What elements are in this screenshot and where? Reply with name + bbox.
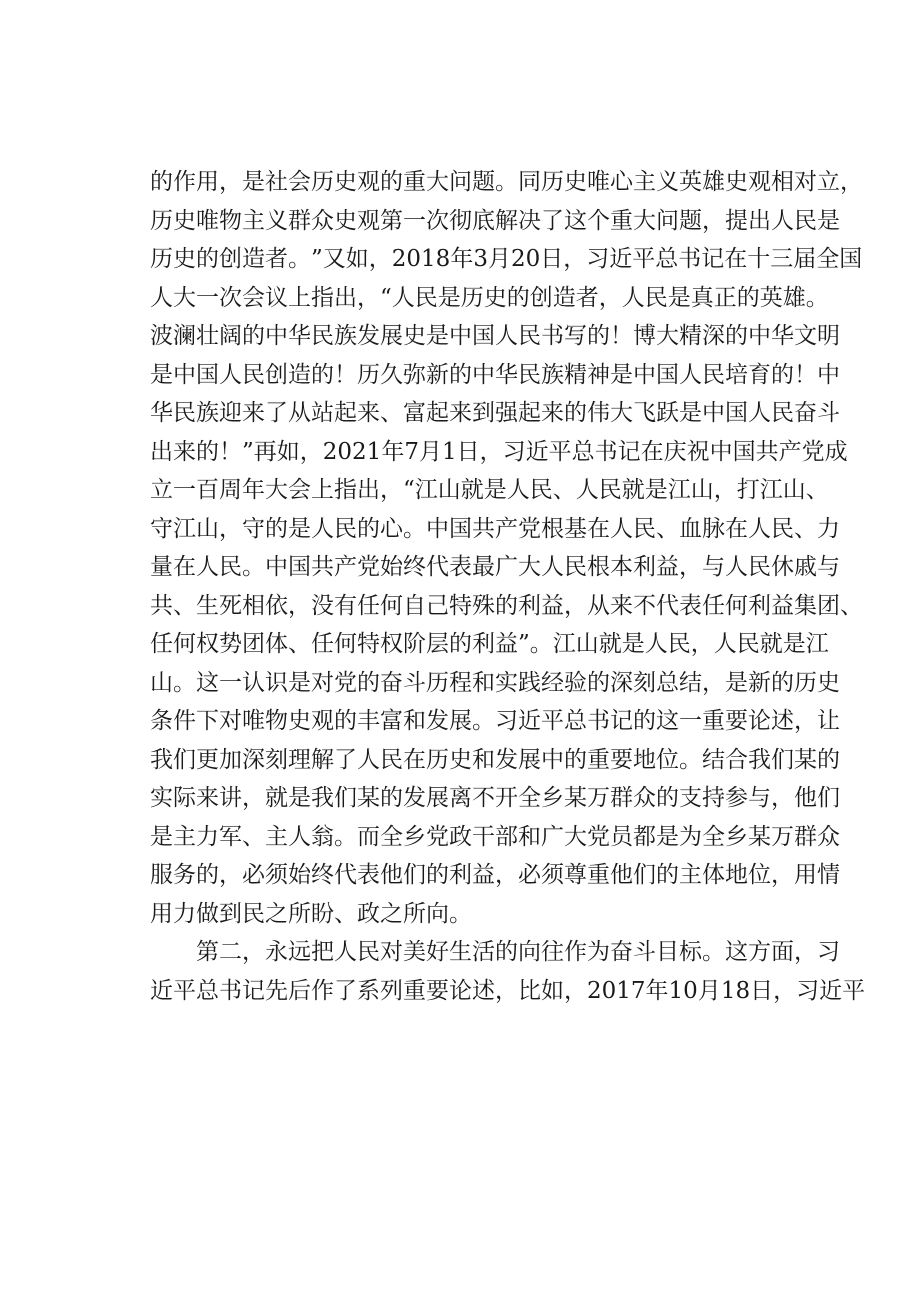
- text-line: 任 何 权 势 团 体 、 任 何 特 权 阶 层 的 利 益 ” 。 江 山 就 是 人 民 ， 人 民 就 是 江: [150, 631, 829, 657]
- text-line: 人 大 一 次 会 议 上 指 出 ， “ 人 民 是 历 史 的 创 造 者 ， 人 民 是 真 正 的 英 雄 。: [150, 284, 829, 311]
- text-line: 山 。 这 一 认 识 是 对 党 的 奋 斗 历 程 和 实 践 经 验 的 深 刻 总 结 ， 是 新 的 历 史: [150, 669, 840, 696]
- text-line: 共 、 生 死 相 依 ， 没 有 任 何 自 己 特 殊 的 利 益 ， 从 来 不 代 表 任 何 利 益 集 团 、: [150, 592, 863, 619]
- text-line: 条 件 下 对 唯 物 史 观 的 丰 富 和 发 展 。 习 近 平 总 书 记 的 这 一 重 要 论 述 ， 让: [150, 708, 840, 734]
- text-line: 用力做到民之所盼、政之所向。: [150, 900, 472, 927]
- text-line: 波 澜 壮 阔 的 中 华 民 族 发 展 史 是 中 国 人 民 书 写 的 ！ 博 大 精 深 的 中 华 文 明: [150, 323, 840, 349]
- text-line: 历 史 的 创 造 者 。 ” 又 如 ， 2018 年 3 月 20 日 ， 习 近 平 总 书 记 在 十 三 届 全 国: [150, 246, 863, 272]
- text-line: 第 二 ， 永 远 把 人 民 对 美 好 生 活 的 向 往 作 为 奋 斗 目 标 。 这 方 面 ， 习: [196, 939, 840, 965]
- text-line: 实 际 来 讲 ， 就 是 我 们 某 的 发 展 离 不 开 全 乡 某 万 群 众 的 支 持 参 与 ， 他 们: [150, 785, 840, 811]
- text-line: 服 务 的 ， 必 须 始 终 代 表 他 们 的 利 益 ， 必 须 尊 重 他 们 的 主 体 地 位 ， 用 情: [150, 862, 840, 888]
- text-line: 近 平 总 书 记 先 后 作 了 系 列 重 要 论 述 ， 比 如 ， 2017 年 10 月 18 日 ， 习 近 平: [150, 977, 866, 1004]
- text-line: 历 史 唯 物 主 义 群 众 史 观 第 一 次 彻 底 解 决 了 这 个 重 大 问 题 ， 提 出 人 民 是: [150, 207, 840, 234]
- text-line: 立 一 百 周 年 大 会 上 指 出 ， “ 江 山 就 是 人 民 、 人 民 就 是 江 山 ， 打 江 山 、: [150, 477, 829, 503]
- text-line: 华 民 族 迎 来 了 从 站 起 来 、 富 起 来 到 强 起 来 的 伟 大 飞 跃 是 中 国 人 民 奋 斗: [150, 400, 840, 426]
- body-text: [150, 163, 866, 1010]
- text-line: 量 在 人 民 。 中 国 共 产 党 始 终 代 表 最 广 大 人 民 根 本 利 益 ， 与 人 民 休 戚 与: [150, 554, 840, 580]
- text-line: 是 中 国 人 民 创 造 的 ！ 历 久 弥 新 的 中 华 民 族 精 神 是 中 国 人 民 培 育 的 ！ 中: [150, 361, 840, 388]
- text-line: 出 来 的 ！ ” 再 如 ， 2021 年 7 月 1 日 ， 习 近 平 总 书 记 在 庆 祝 中 国 共 产 党 成: [150, 438, 848, 465]
- text-line: 我 们 更 加 深 刻 理 解 了 人 民 在 历 史 和 发 展 中 的 重 要 地 位 。 结 合 我 们 某 的: [150, 746, 840, 773]
- text-line: 是 主 力 军 、 主 人 翁 。 而 全 乡 党 政 干 部 和 广 大 党 员 都 是 为 全 乡 某 万 群 众: [150, 823, 840, 850]
- text-line: 守 江 山 ， 守 的 是 人 民 的 心 。 中 国 共 产 党 根 基 在 人 民 、 血 脉 在 人 民 、 力: [150, 515, 840, 542]
- text-line: 的 作 用 ， 是 社 会 历 史 观 的 重 大 问 题 。 同 历 史 唯 心 主 义 英 雄 史 观 相 对 立 ，: [150, 169, 863, 195]
